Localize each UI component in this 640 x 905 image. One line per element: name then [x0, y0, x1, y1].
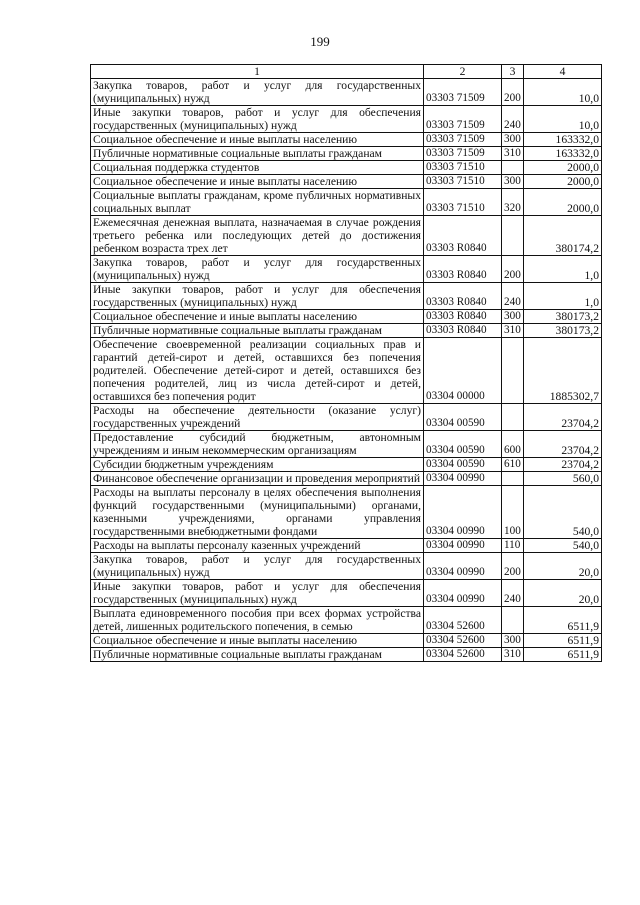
row-code-cell: 03303 71510 [424, 161, 502, 175]
row-sum-cell: 1885302,7 [524, 338, 602, 404]
row-sum-cell: 10,0 [524, 106, 602, 133]
row-type-cell: 100 [502, 486, 524, 539]
table-row [91, 553, 602, 580]
table-row [91, 648, 602, 662]
row-sum-cell: 10,0 [524, 79, 602, 106]
table-row [91, 161, 602, 175]
budget-table [90, 64, 602, 662]
table-row [91, 324, 602, 338]
table-row [91, 539, 602, 553]
row-code-cell: 03303 R0840 [424, 256, 502, 283]
table-header-row [91, 65, 602, 79]
row-code-cell: 03304 52600 [424, 648, 502, 662]
table-row [91, 580, 602, 607]
table-row [91, 404, 602, 431]
row-code-cell: 03304 00990 [424, 472, 502, 486]
row-name-cell: Социальная поддержка студентов [91, 161, 424, 175]
row-type-cell: 300 [502, 310, 524, 324]
row-name-cell: Иные закупки товаров, работ и услуг для обеспечения государственных (муниципальных) нужд [91, 106, 424, 133]
row-name-cell: Иные закупки товаров, работ и услуг для обеспечения государственных (муниципальных) нужд [91, 580, 424, 607]
row-type-cell [502, 338, 524, 404]
row-code-cell: 03303 71510 [424, 189, 502, 216]
row-type-cell: 200 [502, 79, 524, 106]
page-number: 199 [310, 34, 330, 49]
row-type-cell [502, 472, 524, 486]
row-sum-cell: 540,0 [524, 539, 602, 553]
row-type-cell [502, 404, 524, 431]
row-type-cell [502, 216, 524, 256]
row-type-cell: 310 [502, 324, 524, 338]
row-sum-cell: 23704,2 [524, 458, 602, 472]
row-type-cell: 300 [502, 133, 524, 147]
header-cell-2: 2 [424, 65, 502, 79]
table-row [91, 106, 602, 133]
row-code-cell: 03304 00590 [424, 431, 502, 458]
table-row [91, 175, 602, 189]
row-code-cell: 03303 71509 [424, 147, 502, 161]
row-sum-cell: 2000,0 [524, 161, 602, 175]
header-cell-3: 3 [502, 65, 524, 79]
row-name-cell: Публичные нормативные социальные выплаты гражданам [91, 324, 424, 338]
row-code-cell: 03303 71509 [424, 133, 502, 147]
row-sum-cell: 2000,0 [524, 175, 602, 189]
table-row [91, 472, 602, 486]
row-code-cell: 03304 00990 [424, 553, 502, 580]
row-type-cell [502, 161, 524, 175]
row-sum-cell: 20,0 [524, 553, 602, 580]
row-type-cell: 310 [502, 147, 524, 161]
row-name-cell: Выплата единовременного пособия при всех формах устройства детей, лишенных родительского попечения, в семью [91, 607, 424, 634]
row-code-cell: 03304 00590 [424, 404, 502, 431]
row-name-cell: Расходы на выплаты персоналу казенных учреждений [91, 539, 424, 553]
table-row [91, 79, 602, 106]
table-row [91, 458, 602, 472]
table-row [91, 431, 602, 458]
header-cell-4: 4 [524, 65, 602, 79]
row-name-cell: Социальное обеспечение и иные выплаты населению [91, 310, 424, 324]
row-name-cell: Публичные нормативные социальные выплаты гражданам [91, 147, 424, 161]
row-code-cell: 03303 R0840 [424, 283, 502, 310]
row-type-cell: 200 [502, 553, 524, 580]
row-type-cell: 200 [502, 256, 524, 283]
row-type-cell: 610 [502, 458, 524, 472]
row-name-cell: Субсидии бюджетным учреждениям [91, 458, 424, 472]
row-sum-cell: 380174,2 [524, 216, 602, 256]
row-sum-cell: 163332,0 [524, 133, 602, 147]
row-name-cell: Обеспечение своевременной реализации социальных прав и гарантий детей-сирот и детей, оставшихся без попечения родителей. Обеспечение детей-сирот и детей, оставшихся без попечения родителей, лиц из числа детей-сирот и детей, оставшихся без попечения родит [91, 338, 424, 404]
row-code-cell: 03303 R0840 [424, 310, 502, 324]
row-type-cell: 310 [502, 648, 524, 662]
row-type-cell [502, 607, 524, 634]
table-row [91, 189, 602, 216]
table-row [91, 310, 602, 324]
table-row [91, 283, 602, 310]
row-sum-cell: 23704,2 [524, 404, 602, 431]
row-sum-cell: 560,0 [524, 472, 602, 486]
row-name-cell: Предоставление субсидий бюджетным, автономным учреждениям и иным некоммерческим организациям [91, 431, 424, 458]
row-sum-cell: 163332,0 [524, 147, 602, 161]
row-type-cell: 240 [502, 283, 524, 310]
row-code-cell: 03303 71510 [424, 175, 502, 189]
row-code-cell: 03303 71509 [424, 79, 502, 106]
row-sum-cell: 23704,2 [524, 431, 602, 458]
row-type-cell: 240 [502, 106, 524, 133]
row-sum-cell: 2000,0 [524, 189, 602, 216]
table-row [91, 607, 602, 634]
row-sum-cell: 540,0 [524, 486, 602, 539]
row-name-cell: Публичные нормативные социальные выплаты гражданам [91, 648, 424, 662]
row-name-cell: Социальное обеспечение и иные выплаты населению [91, 175, 424, 189]
row-code-cell: 03303 R0840 [424, 324, 502, 338]
row-name-cell: Социальное обеспечение и иные выплаты населению [91, 634, 424, 648]
row-sum-cell: 1,0 [524, 256, 602, 283]
row-type-cell: 110 [502, 539, 524, 553]
row-type-cell: 300 [502, 634, 524, 648]
row-name-cell: Закупка товаров, работ и услуг для государственных (муниципальных) нужд [91, 553, 424, 580]
row-name-cell: Иные закупки товаров, работ и услуг для обеспечения государственных (муниципальных) нужд [91, 283, 424, 310]
table-row [91, 147, 602, 161]
row-type-cell: 240 [502, 580, 524, 607]
row-sum-cell: 20,0 [524, 580, 602, 607]
row-name-cell: Финансовое обеспечение организации и проведения мероприятий [91, 472, 424, 486]
row-sum-cell: 380173,2 [524, 324, 602, 338]
row-code-cell: 03304 00000 [424, 338, 502, 404]
table-row [91, 133, 602, 147]
row-code-cell: 03304 00990 [424, 486, 502, 539]
row-name-cell: Социальное обеспечение и иные выплаты населению [91, 133, 424, 147]
header-cell-1: 1 [91, 65, 424, 79]
table-row [91, 338, 602, 404]
table-row [91, 486, 602, 539]
table-row [91, 216, 602, 256]
row-sum-cell: 6511,9 [524, 648, 602, 662]
row-name-cell: Закупка товаров, работ и услуг для государственных (муниципальных) нужд [91, 256, 424, 283]
row-name-cell: Расходы на выплаты персоналу в целях обеспечения выполнения функций государственными (муниципальными) органами, казенными учреждениями, органами управления государственными внебюджетными фондами [91, 486, 424, 539]
row-type-cell: 300 [502, 175, 524, 189]
row-code-cell: 03304 00990 [424, 580, 502, 607]
row-code-cell: 03304 52600 [424, 634, 502, 648]
row-name-cell: Расходы на обеспечение деятельности (оказание услуг) государственных учреждений [91, 404, 424, 431]
table-row [91, 256, 602, 283]
row-name-cell: Социальные выплаты гражданам, кроме публичных нормативных социальных выплат [91, 189, 424, 216]
row-type-cell: 600 [502, 431, 524, 458]
row-code-cell: 03303 71509 [424, 106, 502, 133]
row-code-cell: 03304 52600 [424, 607, 502, 634]
row-name-cell: Ежемесячная денежная выплата, назначаемая в случае рождения третьего ребенка или последующих детей до достижения ребенком возраста трех лет [91, 216, 424, 256]
row-name-cell: Закупка товаров, работ и услуг для государственных (муниципальных) нужд [91, 79, 424, 106]
row-code-cell: 03304 00590 [424, 458, 502, 472]
row-sum-cell: 6511,9 [524, 634, 602, 648]
row-code-cell: 03303 R0840 [424, 216, 502, 256]
row-sum-cell: 6511,9 [524, 607, 602, 634]
table-row [91, 634, 602, 648]
row-code-cell: 03304 00990 [424, 539, 502, 553]
row-sum-cell: 380173,2 [524, 310, 602, 324]
row-type-cell: 320 [502, 189, 524, 216]
row-sum-cell: 1,0 [524, 283, 602, 310]
